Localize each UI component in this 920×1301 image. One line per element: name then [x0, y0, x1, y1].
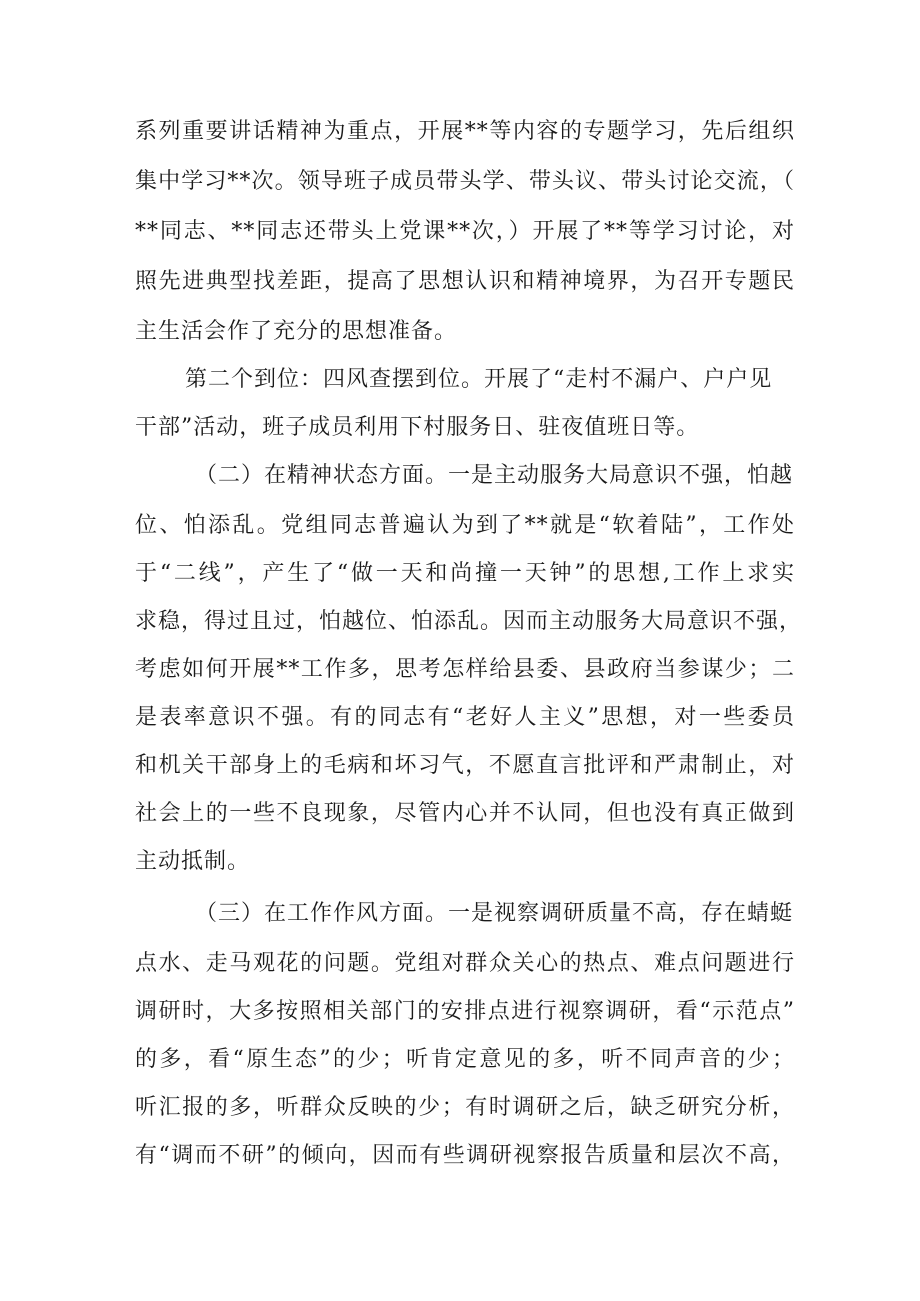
- paragraph-2-line-2: 干部”活动，班子成员利用下村服务日、驻夜值班日等。: [135, 415, 700, 440]
- paragraph-1-line-5: 主生活会作了充分的思想准备。: [135, 319, 458, 344]
- paragraph-3-line-6: 是表率意识不强。有的同志有“老好人主义”思想，对一些委员: [135, 705, 795, 730]
- paragraph-4-line-3: 调研时，大多按照相关部门的安排点进行视察调研，看“示范点”: [135, 999, 795, 1024]
- paragraph-4-line-5: 听汇报的多，听群众反映的少；有时调研之后，缺乏研究分析，: [135, 1095, 795, 1120]
- paragraph-3-line-3: 于“二线”，产生了“做一天和尚撞一天钟”的思想,工作上求实: [135, 561, 795, 586]
- paragraph-3-line-7: 和机关干部身上的毛病和坏习气，不愿直言批评和严肃制止，对: [135, 753, 795, 778]
- paragraph-4-line-1: （三）在工作作风方面。一是视察调研质量不高，存在蜻蜓: [195, 901, 794, 926]
- paragraph-1-line-2: 集中学习**次。领导班子成员带头学、带头议、带头讨论交流，（: [135, 169, 795, 194]
- paragraph-3-line-2: 位、怕添乱。党组同志普遍认为到了**就是“软着陆”，工作处: [135, 513, 795, 538]
- paragraph-4-line-2: 点水、走马观花的问题。党组对群众关心的热点、难点问题进行: [135, 951, 795, 976]
- paragraph-1-line-1: 系列重要讲话精神为重点，开展**等内容的专题学习，先后组织: [135, 119, 795, 144]
- paragraph-3-line-5: 考虑如何开展**工作多，思考怎样给县委、县政府当参谋少；二: [135, 657, 795, 682]
- paragraph-3-line-9: 主动抵制。: [135, 849, 251, 874]
- paragraph-4-line-6: 有“调而不研”的倾向，因而有些调研视察报告质量和层次不高，: [135, 1143, 795, 1168]
- paragraph-1-line-4: 照先进典型找差距，提高了思想认识和精神境界，为召开专题民: [135, 269, 795, 294]
- paragraph-3-line-8: 社会上的一些不良现象，尽管内心并不认同，但也没有真正做到: [135, 801, 795, 826]
- paragraph-3-line-1: （二）在精神状态方面。一是主动服务大局意识不强，怕越: [195, 463, 794, 488]
- paragraph-4-line-4: 的多，看“原生态”的少；听肯定意见的多，听不同声音的少；: [135, 1047, 795, 1072]
- paragraph-3-line-4: 求稳，得过且过，怕越位、怕添乱。因而主动服务大局意识不强，: [135, 609, 803, 634]
- paragraph-2-line-1: 第二个到位：四风查摆到位。开展了“走村不漏户、户户见: [185, 367, 773, 392]
- paragraph-1-line-3: **同志、**同志还带头上党课**次，）开展了**等学习讨论，对: [135, 219, 795, 244]
